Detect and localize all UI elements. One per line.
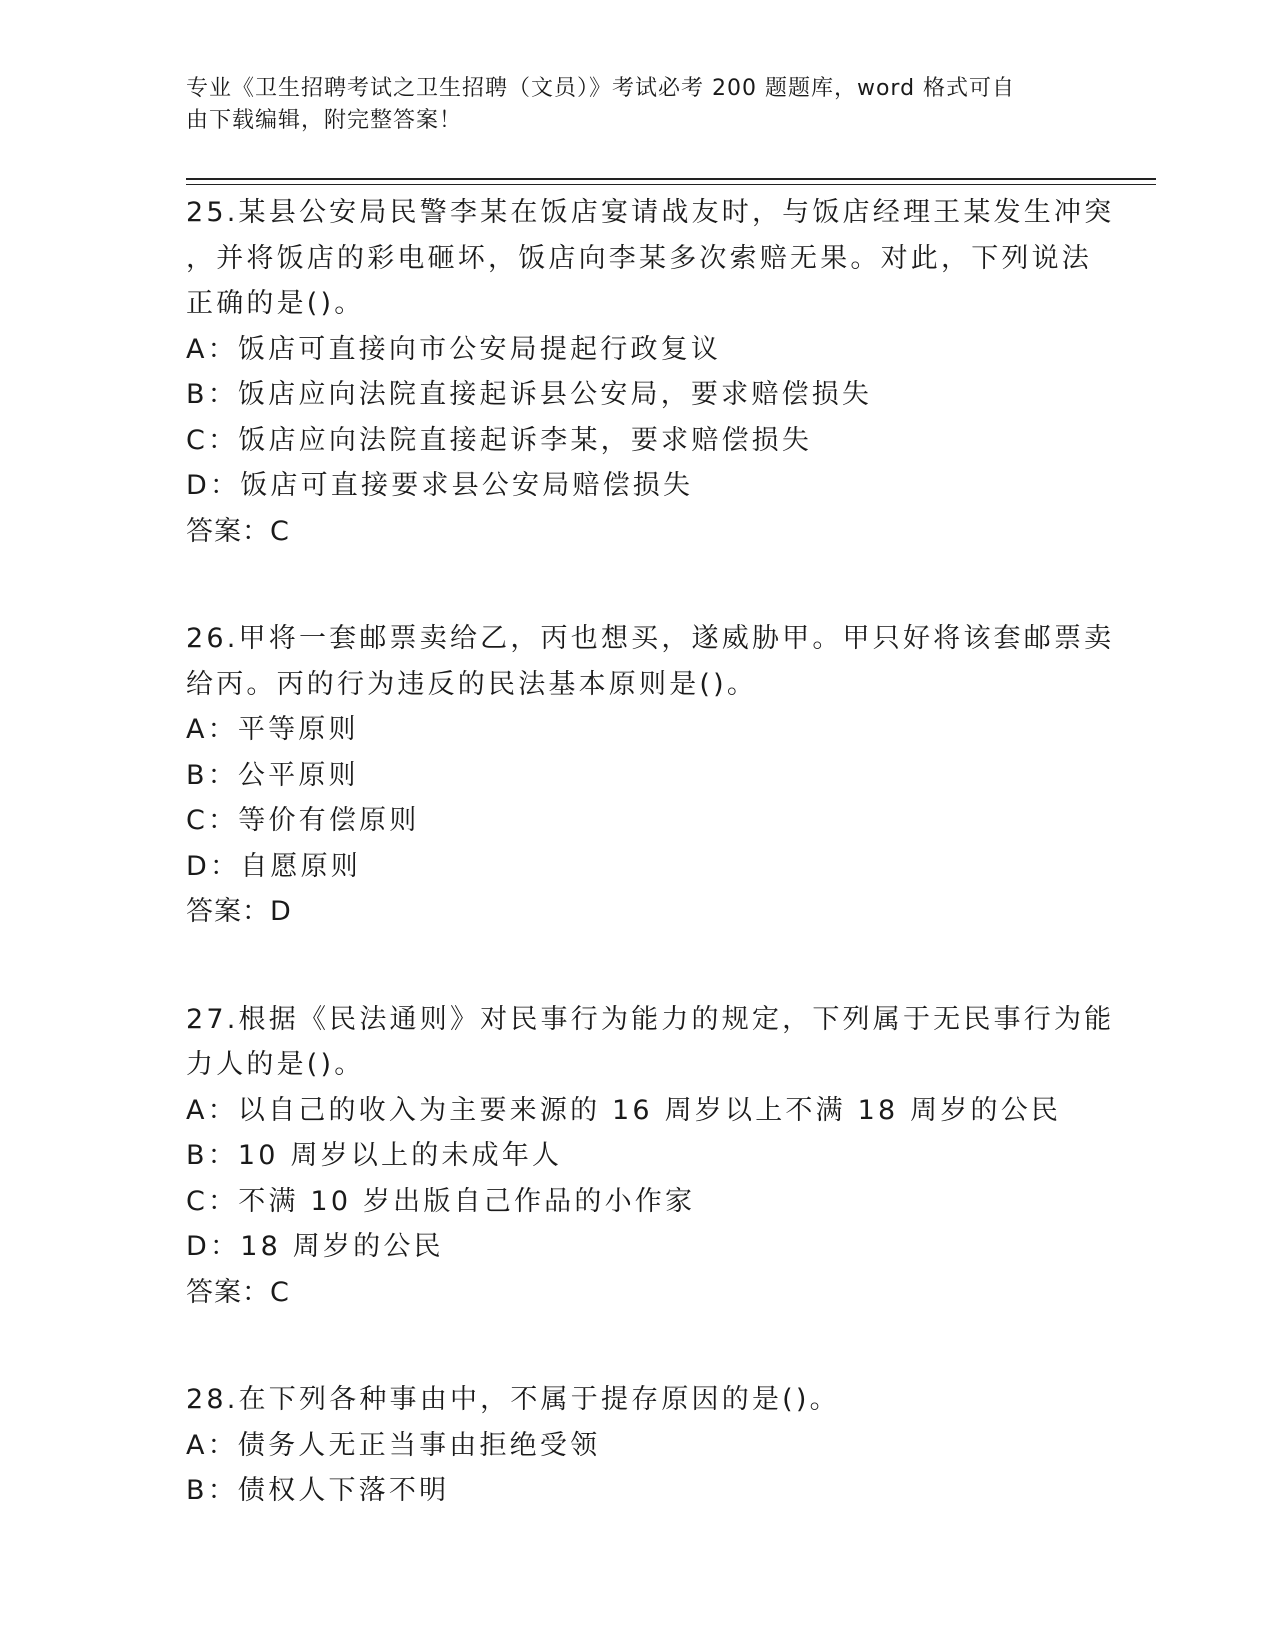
option-b: B：债权人下落不明: [186, 1475, 450, 1506]
question-26: [186, 616, 1115, 935]
header-rule-thin: [186, 184, 1156, 185]
question-text-line: ，并将饭店的彩电砸坏，饭店向李某多次索赔无果。对此，下列说法: [186, 242, 1092, 274]
option-c: C：不满 10 岁出版自己作品的小作家: [186, 1185, 696, 1217]
question-text-line: 给丙。丙的行为违反的民法基本原则是()。: [186, 668, 758, 700]
option-b: B：公平原则: [186, 759, 359, 791]
document-header: [186, 73, 1066, 137]
answer-line: 答案：C: [186, 1276, 290, 1308]
question-28: [186, 1377, 1086, 1514]
header-line-1: 专业《卫生招聘考试之卫生招聘（文员）》考试必考 200 题题库，word 格式可自: [186, 76, 1016, 101]
question-text-line: 26.甲将一套邮票卖给乙，丙也想买，遂威胁甲。甲只好将该套邮票卖: [186, 623, 1115, 654]
option-c: C：饭店应向法院直接起诉李某，要求赔偿损失: [186, 424, 813, 456]
option-a: A：饭店可直接向市公安局提起行政复议: [186, 333, 722, 365]
option-d: D：饭店可直接要求县公安局赔偿损失: [186, 470, 694, 501]
option-a: A：平等原则: [186, 714, 359, 745]
question-list: [186, 190, 1115, 1576]
option-b: B：饭店应向法院直接起诉县公安局，要求赔偿损失: [186, 379, 873, 410]
question-text-line: 28.在下列各种事由中，不属于提存原因的是()。: [186, 1384, 840, 1415]
question-text-line: 正确的是()。: [186, 288, 365, 319]
question-text-line: 27.根据《民法通则》对民事行为能力的规定，下列属于无民事行为能: [186, 1003, 1115, 1035]
option-c: C：等价有偿原则: [186, 805, 420, 836]
option-b: B：10 周岁以上的未成年人: [186, 1140, 563, 1171]
option-d: D：自愿原则: [186, 850, 361, 882]
answer-line: 答案：C: [186, 515, 290, 547]
header-rule-thick: [186, 178, 1156, 180]
question-text-line: 力人的是()。: [186, 1049, 365, 1080]
option-a: A：以自己的收入为主要来源的 16 周岁以上不满 18 周岁的公民: [186, 1094, 1062, 1126]
answer-line: 答案：D: [186, 896, 292, 927]
question-27: [186, 997, 1115, 1316]
option-d: D：18 周岁的公民: [186, 1231, 444, 1262]
header-line-2: 由下载编辑，附完整答案！: [186, 108, 463, 133]
option-a: A：债务人无正当事由拒绝受领: [186, 1429, 601, 1461]
question-25: [186, 190, 1115, 554]
question-text-line: 25.某县公安局民警李某在饭店宴请战友时，与饭店经理王某发生冲突: [186, 197, 1115, 228]
